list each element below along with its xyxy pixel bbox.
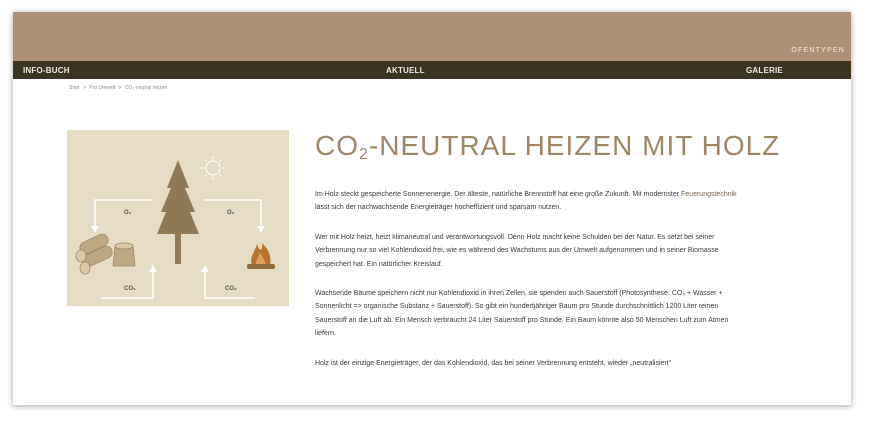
breadcrumb-separator: > [118, 85, 122, 91]
breadcrumb-start[interactable]: Start [69, 85, 80, 91]
stump-icon [113, 243, 135, 266]
ofentypen-link[interactable]: OFENTYPEN [791, 47, 845, 54]
paragraph-4: Holz ist der einzige Energieträger, der das Kohlendioxid, das bei seiner Verbrennung entsteht, wieder „neutralisiert“ [315, 359, 672, 367]
arrow-bottom-right [205, 272, 255, 298]
breadcrumb [69, 85, 169, 91]
fire-icon [247, 243, 275, 269]
logs-icon [76, 232, 114, 274]
paragraph-1 [315, 188, 745, 215]
breadcrumb-current: CO₂-neutral heizen [124, 85, 168, 91]
breadcrumb-separator: > [82, 85, 86, 91]
paragraph-3: Wachsende Bäume speichern nicht nur Kohlendioxid in ihren Zellen, sie spenden auch Sauerstoff (Photosynthese: CO₂ + Wasser + Sonnenlicht => organische Substanz + Sauerstoff). So gibt ein hundertjähriger Baum pro Stunde durchschnittlich 1200 Liter reinen Sauerstoff an die Luft ab. Ein Mensch verbraucht 24 Liter Sauerstoff pro Stunde. Ein Baum könnte also 50 Menschen Luft zum Atmen liefern. [315, 290, 729, 338]
label-co2-right: CO₂ [225, 286, 237, 292]
sun-icon [201, 156, 225, 180]
nav-item-info-buch[interactable]: INFO-BUCH [23, 66, 70, 75]
label-o2-left: O₂ [124, 210, 132, 216]
arrow-bottom-left [101, 272, 153, 298]
main-nav [13, 61, 851, 79]
browser-frame [13, 12, 851, 405]
label-co2-left: CO₂ [124, 286, 136, 292]
paragraph-1-text: Im Holz steckt gespeicherte Sonnenenergie. Der älteste, natürliche Brennstoff hat eine große Zukunft. Mit modernster [315, 191, 682, 198]
title-subscript: 2 [359, 146, 369, 163]
nav-item-galerie[interactable]: GALERIE [746, 66, 783, 75]
paragraph-1-text-end: lässt sich der nachwachsende Energieträger hocheffizient und sparsam nutzen. [315, 204, 562, 212]
paragraph-2: Wer mit Holz heizt, heizt klimaneutral und verantwortungsvoll. Denn Holz macht keine Schulden bei der Natur. Es setzt bei seiner Verbrennung nur so viel Kohlendioxid frei, wie es während des Wachstums aus der Umwelt aufgenommen und in seiner Biomasse gespeichert hat. Ein natürlicher Kreislauf. [315, 233, 719, 268]
co2-cycle-illustration [67, 130, 289, 306]
breadcrumb-pro-umwelt[interactable]: Pro Umwelt [89, 85, 116, 91]
nav-item-aktuell[interactable]: AKTUELL [386, 66, 425, 75]
label-o2-right: O₂ [227, 210, 235, 216]
tree-icon [157, 160, 199, 264]
feuerungstechnik-link[interactable]: Feuerungstechnik [681, 191, 737, 198]
title-co: CO [315, 130, 359, 161]
title-rest: -NEUTRAL HEIZEN MIT HOLZ [368, 130, 781, 161]
page-title [315, 130, 780, 164]
cycle-diagram [67, 130, 289, 306]
header-bar [13, 12, 851, 61]
article-body [315, 188, 745, 386]
